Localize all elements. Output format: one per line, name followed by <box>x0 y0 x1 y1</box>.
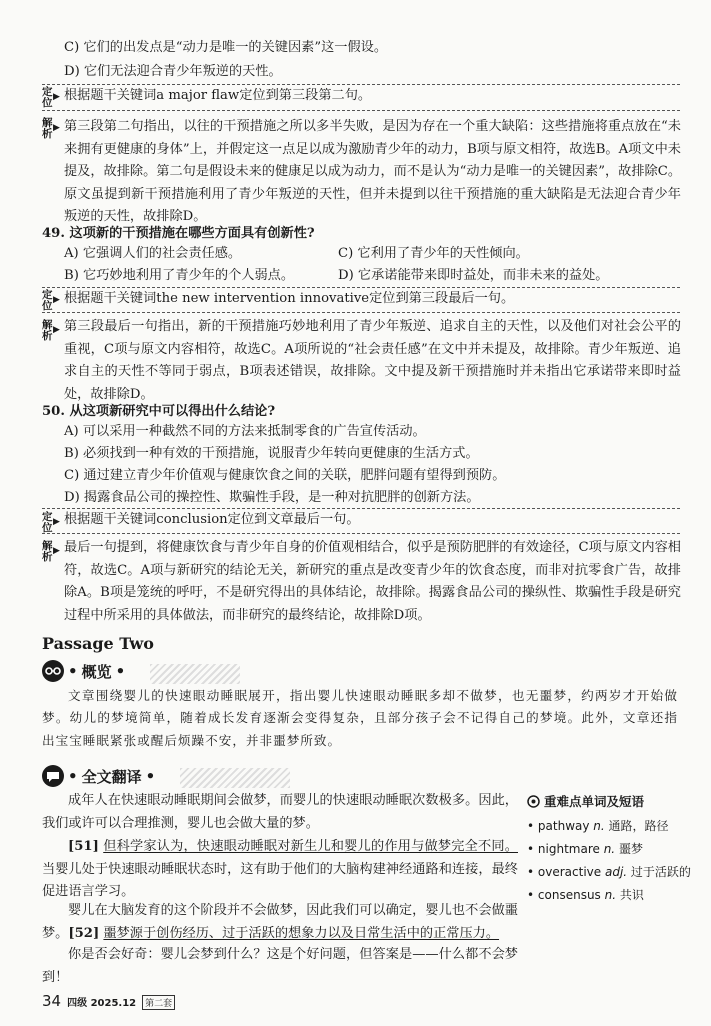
vocab-item: • pathway n. 通路，路径 <box>527 819 669 833</box>
page-footer <box>42 992 175 1010</box>
q49-option-b: B) 它巧妙地利用了青少年的个人弱点。 <box>64 268 295 283</box>
passage-heading: Passage Two <box>42 634 154 653</box>
q48-option-c: C) 它们的出发点是“动力是唯一的关键因素”这一假设。 <box>64 40 388 55</box>
vocab-item: • consensus n. 共识 <box>527 888 644 902</box>
q50-question: 50. 从这项新研究中可以得出什么结论? <box>42 404 276 419</box>
divider <box>42 110 680 111</box>
locate-tag: 定位 ▶ <box>42 86 60 109</box>
locate-tag: 定位 ▶ <box>42 289 60 312</box>
q48-analysis: 第三段第二句指出，以往的干预措施之所以多半失败，是因为存在一个重大缺陷：这些措施将重点放在“未来拥有更健康的身体”上，并假定这一点足以成为激励青少年的动力，B项与原文相符，故选B。A项文中未提及，故排除。第二句是假设未来的健康足以成为动力，而不是认为“动力是唯一的关键因素”，故排除C。原文虽提到新干预措施利用了青少年叛逆的天性，但并未提到以往干预措施的重大缺陷是无法迎合青少年叛逆的天性，故排除D。 <box>64 119 682 225</box>
q50-analysis: 最后一句提到，将健康饮食与青少年自身的价值观相结合，似乎是预防肥胖的有效途径，C项与原文内容相符，故选C。A项与新研究的结论无关，新研究的重点是改变青少年的饮食态度，而非对抗零食广告，故排除A。B项是笼统的呼吁，不是研究得出的具体结论，故排除。揭露食品公司的操纵性、欺骗性手段是研究过程中所采用的具体做法，而非研究的最终结论，故排除D项。 <box>64 540 681 623</box>
analysis-tag: 解析 ▶ <box>42 540 60 563</box>
divider <box>42 84 680 85</box>
q49-question: 49. 这项新的干预措施在哪些方面具有创新性? <box>42 226 315 241</box>
q50-option-d: D) 揭露食品公司的操控性、欺骗性手段，是一种对抗肥胖的创新方法。 <box>64 490 480 505</box>
q49-locate: 根据题干关键词the new intervention innovative定位到第三段最后一句。 <box>64 291 515 306</box>
q49-option-a: A) 它强调人们的社会责任感。 <box>64 246 242 261</box>
volume-label: 第二套 <box>142 995 175 1010</box>
vocab-item: • nightmare n. 噩梦 <box>527 842 643 856</box>
q50-option-a: A) 可以采用一种截然不同的方法来抵制零食的广告宣传活动。 <box>64 424 426 439</box>
issue-label: 四级 2025.12 <box>67 998 137 1009</box>
vocab-item: • overactive adj. 过于活跃的 <box>527 865 691 879</box>
q50-option-b: B) 必须找到一种有效的干预措施，说服青少年转向更健康的生活方式。 <box>64 446 479 461</box>
vocab-panel <box>527 792 697 909</box>
overview-text: 文章围绕婴儿的快速眼动睡眠展开，指出婴儿快速眼动睡眠多却不做梦，也无噩梦，约两岁才开始做梦。幼儿的梦境简单，随着成长发育逐渐会变得复杂，且部分孩子会不记得自己的梦境。此外，文章还指出宝宝睡眠紧张或醒后烦躁不安，并非噩梦所致。 <box>42 688 678 748</box>
page-number: 34 <box>42 992 62 1010</box>
translation-para-1: 成年人在快速眼动睡眠期间会做梦，而婴儿的快速眼动睡眠次数极多。因此，我们或许可以合理推测，婴儿也会做大量的梦。 <box>42 793 518 831</box>
vocab-title: 重难点单词及短语 <box>527 792 697 811</box>
q50-option-c: C) 通过建立青少年价值观与健康饮食之间的关联，肥胖问题有望得到预防。 <box>64 468 506 483</box>
q49-option-c: C) 它利用了青少年的天性倾向。 <box>338 246 529 261</box>
q49-analysis: 第三段最后一句指出，新的干预措施巧妙地利用了青少年叛逆、追求自主的天性，以及他们对社会公平的重视，C项与原文内容相符，故选C。A项所说的“社会责任感”在文中并未提及，故排除。青少年叛逆、追求自主的天性不等同于弱点，B项表述错误，故排除。文中提及新干预措施时并未指出它承诺带来即时益处，故排除D。 <box>64 319 681 402</box>
divider <box>42 508 680 509</box>
overview-title: • 概览 • <box>42 660 125 682</box>
title-hatch <box>150 664 240 684</box>
translation-para-3: 婴儿在大脑发育的这个阶段并不会做梦，因此我们可以确定，婴儿也不会做噩梦。[52] 噩梦源于创伤经历、过于活跃的想象力以及日常生活中的正常压力。 <box>42 903 518 941</box>
analysis-tag: 解析 ▶ <box>42 319 60 342</box>
divider <box>42 287 680 288</box>
q48-locate: 根据题干关键词a major flaw定位到第三段第二句。 <box>64 88 372 103</box>
translation-para-2: [51] 但科学家认为，快速眼动睡眠对新生儿和婴儿的作用与做梦完全不同。当婴儿处于快速眼动睡眠状态时，这有助于他们的大脑构建神经通路和连接，最终促进语言学习。 <box>42 839 518 900</box>
q50-locate: 根据题干关键词conclusion定位到文章最后一句。 <box>64 512 360 527</box>
target-icon <box>527 795 540 808</box>
analysis-tag: 解析 ▶ <box>42 117 60 140</box>
title-hatch <box>180 768 290 788</box>
q48-option-d: D) 它们无法迎合青少年叛逆的天性。 <box>64 64 282 79</box>
q49-option-d: D) 它承诺能带来即时益处，而非未来的益处。 <box>338 268 609 283</box>
translation-title: • 全文翻译 • <box>42 765 155 787</box>
locate-tag: 定位 ▶ <box>42 511 60 534</box>
divider <box>42 312 680 313</box>
speech-bubble-icon <box>42 765 64 787</box>
translation-para-4: 你是否会好奇：婴儿会梦到什么？这是个好问题，但答案是——什么都不会梦到！ <box>42 947 518 985</box>
divider <box>42 533 680 534</box>
glasses-icon <box>42 660 64 682</box>
